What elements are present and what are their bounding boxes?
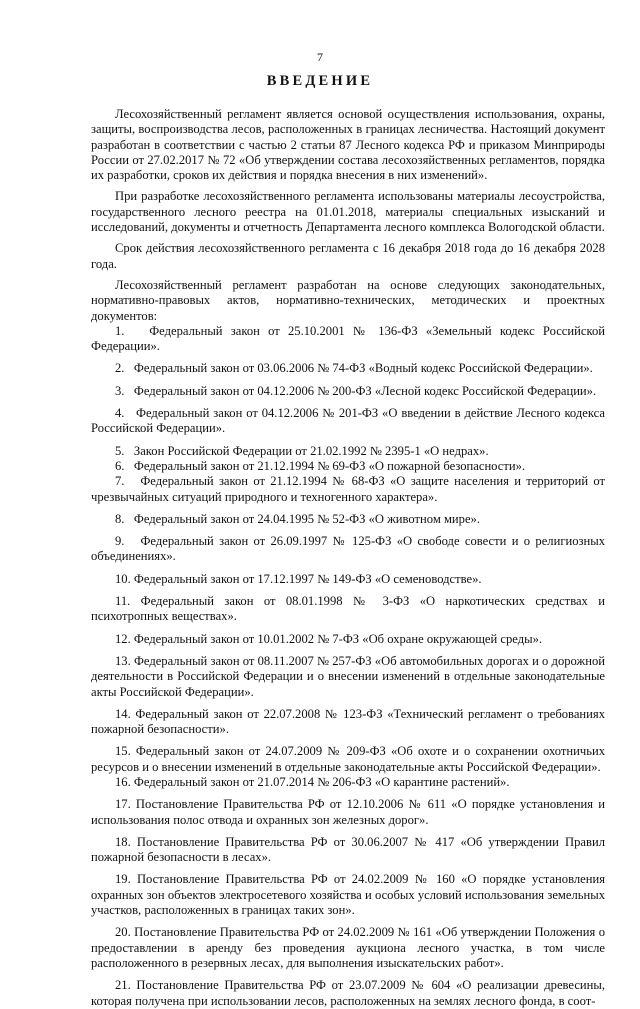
page-number: 7 bbox=[317, 50, 323, 64]
list-item: 4. Федеральный закон от 04.12.2006 № 201-ФЗ «О введении в действие Лесного кодекса Российской Федерации». bbox=[91, 406, 605, 436]
intro-paragraph-4: Лесохозяйственный регламент разработан на основе следующих законодательных, нормативно-правовых актов, нормативно-технических, методических и проектных документов: bbox=[91, 277, 605, 323]
document-body bbox=[91, 107, 605, 1009]
list-item: 10. Федеральный закон от 17.12.1997 № 149-ФЗ «О семеноводстве». bbox=[115, 571, 482, 586]
list-item: 16. Федеральный закон от 21.07.2014 № 206-ФЗ «О карантине растений». bbox=[115, 774, 510, 789]
list-item: 19. Постановление Правительства РФ от 24.02.2009 № 160 «О порядке установления охранных зон объектов электросетевого хозяйства и особых условий использования земельных участков, расположенных в границах таких зон». bbox=[91, 872, 605, 918]
intro-paragraph-2: При разработке лесохозяйственного регламента использованы материалы лесоустройства, государственного лесного реестра на 01.01.2018, материалы специальных изысканий и исследований, документы и отчетность Департамента лесного комплекса Вологодской области. bbox=[91, 189, 605, 235]
list-item: 1. Федеральный закон от 25.10.2001 № 136-ФЗ «Земельный кодекс Российской Федерации». bbox=[91, 323, 605, 354]
list-item: 11. Федеральный закон от 08.01.1998 № 3-ФЗ «О наркотических средствах и психотропных веществах». bbox=[91, 594, 605, 624]
list-item: 8. Федеральный закон от 24.04.1995 № 52-ФЗ «О животном мире». bbox=[115, 511, 480, 526]
list-item: 21. Постановление Правительства РФ от 23.07.2009 № 604 «О реализации древесины, которая получена при использовании лесов, расположенных на землях лесного фонда, в соот- bbox=[91, 978, 605, 1008]
list-item: 3. Федеральный закон от 04.12.2006 № 200-ФЗ «Лесной кодекс Российской Федерации». bbox=[115, 383, 597, 398]
list-item: 14. Федеральный закон от 22.07.2008 № 123-ФЗ «Технический регламент о требованиях пожарной безопасности». bbox=[91, 706, 605, 737]
list-item: 20. Постановление Правительства РФ от 24.02.2009 № 161 «Об утверждении Положения о предоставлении в аренду без проведения аукциона лесного участка, в том числе расположенного в резервных лесах, для выполнения изыскательских работ». bbox=[91, 925, 605, 970]
intro-paragraph-3: Срок действия лесохозяйственного регламента с 16 декабря 2018 года до 16 декабря 2028 года. bbox=[91, 241, 605, 271]
list-item: 13. Федеральный закон от 08.11.2007 № 257-ФЗ «Об автомобильных дорогах и о дорожной деятельности в Российской Федерации и о внесении изменений в отдельные законодательные акты Российской Федерации». bbox=[91, 653, 605, 699]
legal-documents-list bbox=[91, 324, 605, 1009]
list-item: 15. Федеральный закон от 24.07.2009 № 209-ФЗ «Об охоте и о сохранении охотничьих ресурсов и о внесении изменений в отдельные законодательные акты Российской Федерации». bbox=[91, 744, 605, 774]
list-item: 7. Федеральный закон от 21.12.1994 № 68-ФЗ «О защите населения и территорий от чрезвычайных ситуаций природного и техногенного характера». bbox=[91, 474, 605, 504]
list-item: 18. Постановление Правительства РФ от 30.06.2007 № 417 «Об утверждении Правил пожарной безопасности в лесах». bbox=[91, 834, 605, 865]
list-item: 2. Федеральный закон от 03.06.2006 № 74-ФЗ «Водный кодекс Российской Федерации». bbox=[115, 361, 593, 376]
list-item: 12. Федеральный закон от 10.01.2002 № 7-ФЗ «Об охране окружающей среды». bbox=[115, 631, 543, 646]
section-heading: ВВЕДЕНИЕ bbox=[266, 73, 374, 89]
list-item: 17. Постановление Правительства РФ от 12.10.2006 № 611 «О порядке установления и использования полос отвода и охранных зон железных дорог». bbox=[91, 797, 605, 827]
list-item: 6. Федеральный закон от 21.12.1994 № 69-ФЗ «О пожарной безопасности». bbox=[115, 458, 526, 473]
list-item: 5. Закон Российской Федерации от 21.02.1992 № 2395-1 «О недрах». bbox=[115, 443, 489, 458]
intro-paragraph-1: Лесохозяйственный регламент является основой осуществления использования, охраны, защиты, воспроизводства лесов, расположенных в границах лесничества. Настоящий документ разработан в соответствии с частью 2 статьи 87 Лесного кодекса РФ и приказом Минприроды России от 27.02.2017 № 72 «Об утверждении состава лесохозяйственных регламентов, порядка их разработки, сроков их действия и порядка внесения в них изменений». bbox=[91, 107, 605, 183]
list-item: 9. Федеральный закон от 26.09.1997 № 125-ФЗ «О свободе совести и о религиозных объединениях». bbox=[91, 534, 605, 564]
